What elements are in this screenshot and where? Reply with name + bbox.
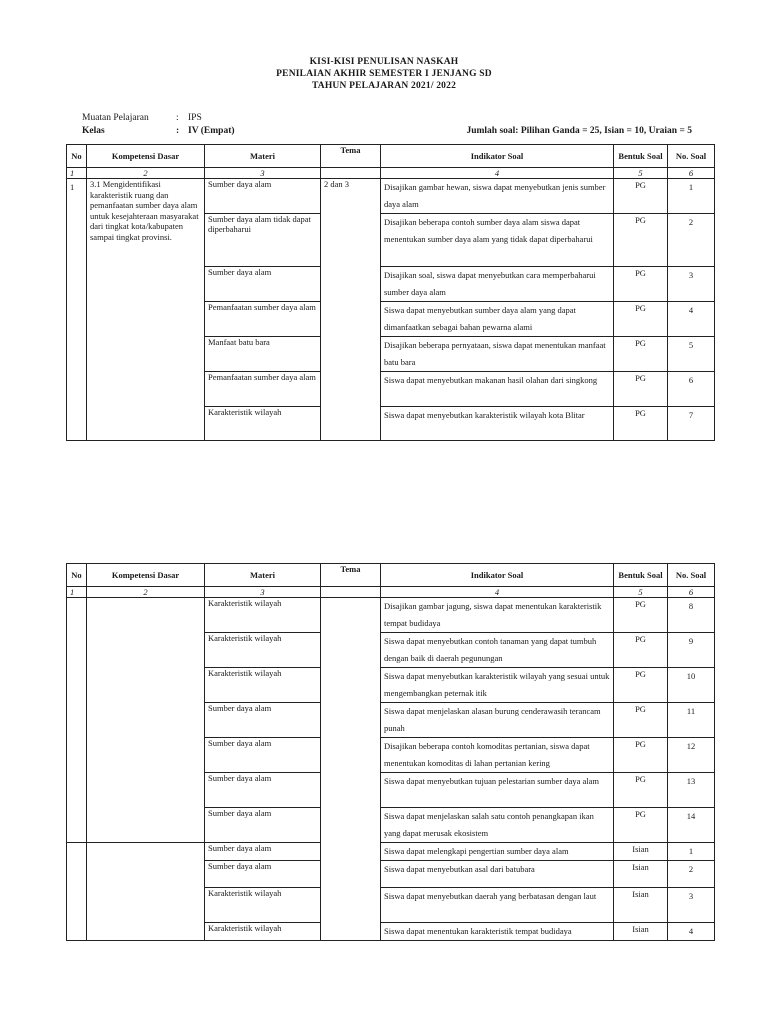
bentuk-cell: Isian <box>614 861 668 888</box>
materi-cell: Sumber daya alam <box>205 267 321 302</box>
kelas-value: IV (Empat) <box>188 126 235 136</box>
col-header-indikator: Indikator Soal <box>381 564 614 587</box>
kompetensi-dasar <box>87 598 205 843</box>
col-number: 2 <box>87 168 205 179</box>
indikator-cell: Siswa dapat menyebutkan daerah yang berbatasan dengan laut <box>381 888 614 923</box>
no-soal-cell: 12 <box>668 738 715 773</box>
mapel-label: Muatan Pelajaran <box>82 113 149 123</box>
col-number: 6 <box>668 168 715 179</box>
indikator-cell: Siswa dapat menyebutkan contoh tanaman yang dapat tumbuh dengan baik di daerah pegunungan <box>381 633 614 668</box>
no-soal-cell: 3 <box>668 888 715 923</box>
indikator-cell: Disajikan gambar hewan, siswa dapat menyebutkan jenis sumber daya alam <box>381 179 614 214</box>
col-header-kd: Kompetensi Dasar <box>87 145 205 168</box>
materi-cell: Karakteristik wilayah <box>205 668 321 703</box>
indikator-cell: Disajikan beberapa contoh komoditas pertanian, siswa dapat menentukan komoditas di lahan pertanian kering <box>381 738 614 773</box>
indikator-cell: Siswa dapat menyebutkan makanan hasil olahan dari singkong <box>381 372 614 407</box>
col-header-tema: Tema <box>321 145 381 168</box>
table-row <box>67 598 715 633</box>
indikator-cell: Siswa dapat menyebutkan karakteristik wilayah kota Blitar <box>381 407 614 441</box>
materi-cell: Sumber daya alam <box>205 843 321 861</box>
no-soal-cell: 5 <box>668 337 715 372</box>
jumlah-soal: Jumlah soal: Pilihan Ganda = 25, Isian = 10, Uraian = 5 <box>466 126 692 136</box>
col-header-no-soal: No. Soal <box>668 564 715 587</box>
no-soal-cell: 14 <box>668 808 715 843</box>
no-soal-cell: 6 <box>668 372 715 407</box>
col-number: 3 <box>205 168 321 179</box>
meta-row-kelas <box>82 125 692 138</box>
row-no <box>67 598 87 843</box>
document-header <box>0 56 768 92</box>
indikator-cell: Siswa dapat menyebutkan asal dari batubara <box>381 861 614 888</box>
materi-cell: Sumber daya alam <box>205 861 321 888</box>
col-header-no-soal: No. Soal <box>668 145 715 168</box>
no-soal-cell: 2 <box>668 214 715 267</box>
col-number <box>321 587 381 598</box>
bentuk-cell: PG <box>614 337 668 372</box>
bentuk-cell: PG <box>614 703 668 738</box>
materi-cell: Karakteristik wilayah <box>205 888 321 923</box>
indikator-cell: Siswa dapat menjelaskan salah satu contoh penangkapan ikan yang dapat merusak ekosistem <box>381 808 614 843</box>
col-number: 5 <box>614 587 668 598</box>
bentuk-cell: PG <box>614 808 668 843</box>
no-soal-cell: 9 <box>668 633 715 668</box>
bentuk-cell: PG <box>614 302 668 337</box>
materi-cell: Sumber daya alam tidak dapat diperbaharui <box>205 214 321 267</box>
bentuk-cell: PG <box>614 179 668 214</box>
no-soal-cell: 2 <box>668 861 715 888</box>
document-meta <box>82 112 692 138</box>
no-soal-cell: 4 <box>668 923 715 941</box>
bentuk-cell: PG <box>614 598 668 633</box>
materi-cell: Karakteristik wilayah <box>205 923 321 941</box>
row-no <box>67 843 87 941</box>
bentuk-cell: PG <box>614 738 668 773</box>
indikator-cell: Disajikan beberapa contoh sumber daya alam siswa dapat menentukan sumber daya alam yang tidak dapat diperbaharui <box>381 214 614 267</box>
bentuk-cell: PG <box>614 267 668 302</box>
column-number-row <box>67 587 715 598</box>
bentuk-cell: PG <box>614 372 668 407</box>
col-header-no: No <box>67 145 87 168</box>
indikator-cell: Siswa dapat menentukan karakteristik tempat budidaya <box>381 923 614 941</box>
materi-cell: Sumber daya alam <box>205 808 321 843</box>
materi-cell: Manfaat batu bara <box>205 337 321 372</box>
materi-cell: Karakteristik wilayah <box>205 633 321 668</box>
table-header-row <box>67 564 715 587</box>
materi-cell: Karakteristik wilayah <box>205 598 321 633</box>
kompetensi-dasar <box>87 843 205 941</box>
materi-cell: Sumber daya alam <box>205 738 321 773</box>
col-header-tema: Tema <box>321 564 381 587</box>
col-number: 5 <box>614 168 668 179</box>
indikator-cell: Disajikan gambar jagung, siswa dapat menentukan karakteristik tempat budidaya <box>381 598 614 633</box>
no-soal-cell: 3 <box>668 267 715 302</box>
no-soal-cell: 1 <box>668 843 715 861</box>
bentuk-cell: Isian <box>614 888 668 923</box>
materi-cell: Sumber daya alam <box>205 773 321 808</box>
col-header-kd: Kompetensi Dasar <box>87 564 205 587</box>
col-number: 1 <box>67 587 87 598</box>
col-header-bentuk: Bentuk Soal <box>614 564 668 587</box>
indikator-cell: Disajikan beberapa pernyataan, siswa dapat menentukan manfaat batu bara <box>381 337 614 372</box>
header-title: KISI-KISI PENULISAN NASKAH <box>309 57 459 67</box>
bentuk-cell: PG <box>614 214 668 267</box>
indikator-cell: Siswa dapat menyebutkan tujuan pelestarian sumber daya alam <box>381 773 614 808</box>
no-soal-cell: 1 <box>668 179 715 214</box>
indikator-cell: Disajikan soal, siswa dapat menyebutkan cara memperbaharui sumber daya alam <box>381 267 614 302</box>
col-header-bentuk: Bentuk Soal <box>614 145 668 168</box>
col-number: 6 <box>668 587 715 598</box>
kisi-kisi-table-1 <box>66 144 715 441</box>
indikator-cell: Siswa dapat menjelaskan alasan burung cenderawasih terancam punah <box>381 703 614 738</box>
materi-cell: Pemanfaatan sumber daya alam <box>205 302 321 337</box>
bentuk-cell: PG <box>614 407 668 441</box>
kisi-kisi-table-2 <box>66 563 715 941</box>
no-soal-cell: 8 <box>668 598 715 633</box>
indikator-cell: Siswa dapat melengkapi pengertian sumber daya alam <box>381 843 614 861</box>
col-number: 4 <box>381 168 614 179</box>
col-number <box>321 168 381 179</box>
col-number: 4 <box>381 587 614 598</box>
kelas-colon: : <box>176 126 180 136</box>
column-number-row <box>67 168 715 179</box>
no-soal-cell: 7 <box>668 407 715 441</box>
col-header-materi: Materi <box>205 564 321 587</box>
tema-cell: 2 dan 3 <box>321 179 381 441</box>
meta-row-mapel <box>82 112 692 125</box>
mapel-colon: : <box>176 113 179 123</box>
bentuk-cell: PG <box>614 633 668 668</box>
materi-cell: Pemanfaatan sumber daya alam <box>205 372 321 407</box>
indikator-cell: Siswa dapat menyebutkan sumber daya alam yang dapat dimanfaatkan sebagai bahan pewarna alami <box>381 302 614 337</box>
materi-cell: Karakteristik wilayah <box>205 407 321 441</box>
indikator-cell: Siswa dapat menyebutkan karakteristik wilayah yang sesuai untuk mengembangkan peternak itik <box>381 668 614 703</box>
no-soal-cell: 11 <box>668 703 715 738</box>
col-header-indikator: Indikator Soal <box>381 145 614 168</box>
table-row <box>67 843 715 861</box>
materi-cell: Sumber daya alam <box>205 703 321 738</box>
bentuk-cell: PG <box>614 668 668 703</box>
materi-cell: Sumber daya alam <box>205 179 321 214</box>
no-soal-cell: 13 <box>668 773 715 808</box>
no-soal-cell: 4 <box>668 302 715 337</box>
table-row <box>67 179 715 214</box>
col-number: 3 <box>205 587 321 598</box>
bentuk-cell: Isian <box>614 923 668 941</box>
tema-cell <box>321 598 381 941</box>
row-no: 1 <box>67 179 87 441</box>
bentuk-cell: Isian <box>614 843 668 861</box>
col-number: 1 <box>67 168 87 179</box>
no-soal-cell: 10 <box>668 668 715 703</box>
col-header-no: No <box>67 564 87 587</box>
kelas-label: Kelas <box>82 126 105 136</box>
header-year: TAHUN PELAJARAN 2021/ 2022 <box>311 81 457 91</box>
header-subtitle: PENILAIAN AKHIR SEMESTER I JENJANG SD <box>276 69 492 79</box>
bentuk-cell: PG <box>614 773 668 808</box>
table-header-row <box>67 145 715 168</box>
mapel-value: IPS <box>188 113 202 123</box>
col-header-materi: Materi <box>205 145 321 168</box>
col-number: 2 <box>87 587 205 598</box>
kompetensi-dasar: 3.1 Mengidentifikasi karakteristik ruang dan pemanfaatan sumber daya alam untuk kesejahteraan masyarakat dari tingkat kota/kabupaten sampai tingkat provinsi. <box>87 179 205 441</box>
